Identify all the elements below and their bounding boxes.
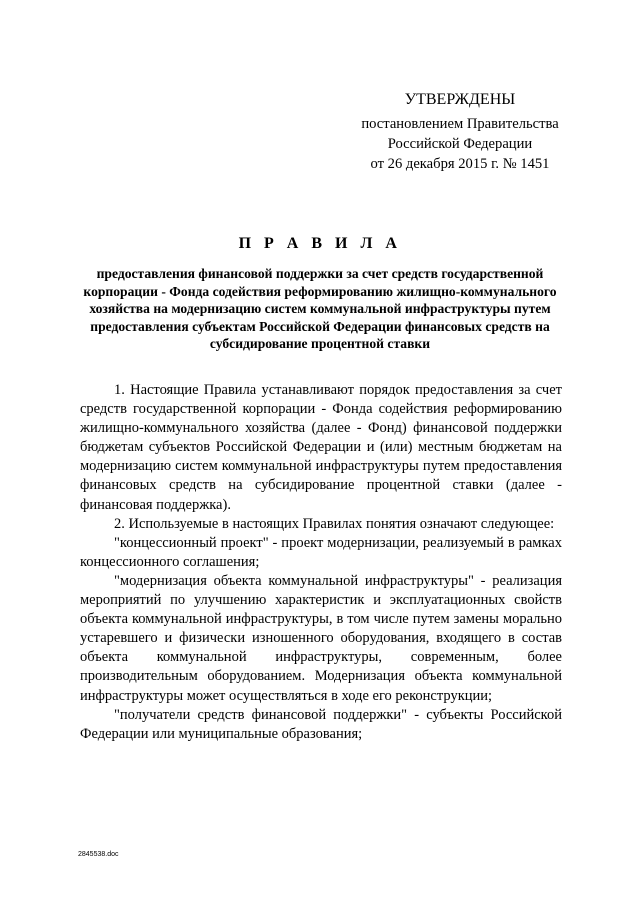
approval-block bbox=[330, 90, 590, 174]
approval-heading: УТВЕРЖДЕНЫ bbox=[404, 91, 516, 108]
paragraph-2: 2. Используемые в настоящих Правилах понятия означают следующее: bbox=[114, 515, 555, 532]
paragraph-1: 1. Настоящие Правила устанавливают порядок предоставления за счет средств государственной корпорации - Фонда содействия реформированию жилищно-коммунального хозяйства (далее - Фонд) финансовой поддержки бюджетам субъектов Российской Федерации и (или) местным бюджетам на модернизацию систем коммунальной инфраструктуры путем предоставления финансовых средств на субсидирование процентной ставки (далее - финансовая поддержка). bbox=[80, 382, 562, 513]
paragraph-5: "получатели средств финансовой поддержки" - субъекты Российской Федерации или муниципальные образования; bbox=[80, 706, 562, 742]
document-title: П Р А В И Л А bbox=[238, 235, 402, 252]
approval-line-3: от 26 декабря 2015 г. № 1451 bbox=[370, 156, 550, 172]
paragraph-4: "модернизация объекта коммунальной инфраструктуры" - реализация мероприятий по улучшению характеристик и эксплуатационных свойств объекта коммунальной инфраструктуры, в том числе путем замены морально устаревшего и физически изношенного оборудования, входящего в состав объекта коммунальной инфраструктуры, современным, более производительным оборудованием. Модернизация объекта коммунальной инфраструктуры может осуществляться в ходе его реконструкции; bbox=[80, 572, 562, 704]
document-subtitle: предоставления финансовой поддержки за счет средств государственной корпорации - Фонда содействия реформированию жилищно-коммунального хозяйства на модернизацию систем коммунальной инфраструктуры путем предоставления субъектам Российской Федерации финансовых средств на субсидирование процентной ставки bbox=[83, 266, 557, 351]
approval-line-1: постановлением Правительства bbox=[361, 116, 559, 132]
approval-line-2: Российской Федерации bbox=[387, 136, 533, 152]
document-body bbox=[80, 381, 562, 744]
paragraph-3: "концессионный проект" - проект модернизации, реализуемый в рамках концессионного соглашения; bbox=[80, 534, 562, 570]
file-name-footer: 2845538.doc bbox=[78, 851, 119, 858]
